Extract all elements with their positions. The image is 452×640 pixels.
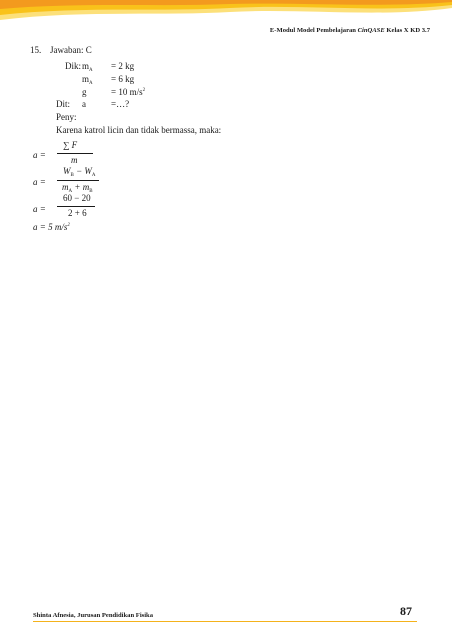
dik-label: Dik:	[65, 61, 82, 71]
dit-symbol: a	[82, 99, 86, 109]
header-banner	[0, 0, 452, 26]
eq3-numerator: 60 − 20	[63, 193, 91, 203]
given-value-1: = 2 kg	[111, 61, 135, 71]
header-title-prefix: E-Modul Model Pembelajaran	[269, 27, 358, 34]
page-number: 87	[400, 604, 412, 618]
dit-value: =…?	[111, 99, 130, 109]
eq3-fraction-bar	[57, 206, 95, 207]
header-title-suffix: Kelas X KD 3.7	[384, 27, 430, 34]
eq1-lhs: a =	[33, 150, 46, 160]
solution-statement: Karena katrol licin dan tidak bermassa, maka:	[56, 125, 222, 135]
footer-line	[33, 621, 417, 622]
footer-author: Shinta Afnesia, Jurusan Pendidikan Fisika	[33, 612, 154, 619]
peny-label: Peny:	[56, 112, 77, 122]
problem-number: 15.	[30, 45, 42, 55]
eq3-lhs: a =	[33, 204, 46, 214]
eq3-denominator: 2 + 6	[68, 208, 87, 218]
eq2-denominator: $m_A + m_B$	[62, 182, 93, 194]
answer-line: Jawaban: C	[50, 45, 92, 55]
eq1-fraction-bar	[57, 153, 93, 154]
eq1-numerator: ∑ F	[63, 140, 78, 150]
given-value-2: = 6 kg	[111, 74, 135, 84]
given-value-3: = 10 $m/s^2$	[111, 87, 146, 97]
given-symbol-1: $m_A$	[82, 61, 93, 73]
eq4-result: a = 5 $m/s^2$	[33, 222, 70, 232]
dit-label: Dit:	[56, 99, 71, 109]
eq1-denominator: m	[71, 155, 78, 165]
eq2-fraction-bar	[57, 180, 99, 181]
eq2-numerator: $W_B - W_A$	[63, 166, 96, 178]
given-symbol-2: $m_A$	[82, 74, 93, 86]
given-symbol-3: g	[82, 87, 87, 97]
header-title-italic: CinQASE	[357, 27, 385, 34]
header-title	[270, 27, 430, 34]
eq2-lhs: a =	[33, 177, 46, 187]
